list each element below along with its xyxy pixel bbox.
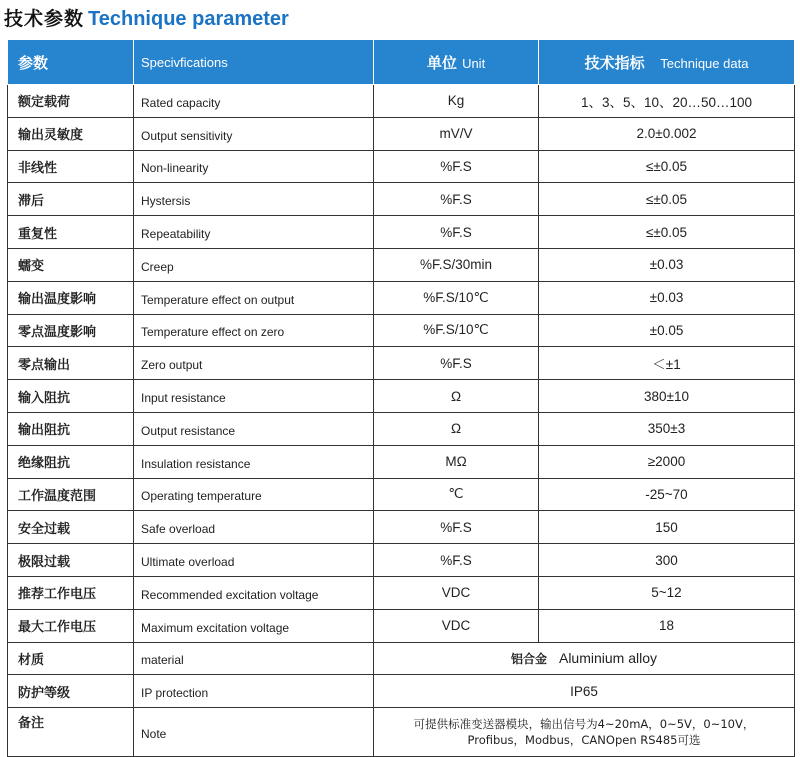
param-name-cn: 备注 [8,708,134,757]
note-line-2: Profibus，Modbus，CANOpen RS485可选 [467,733,701,748]
param-name-cn: 材质 [8,642,134,675]
param-name-cn: 输出温度影响 [8,281,134,314]
table-row [8,347,795,380]
param-name-en: Rated capacity [134,85,374,118]
table-row [8,314,795,347]
param-name-cn: 重复性 [8,216,134,249]
page-title [4,4,289,32]
param-value: ≤±0.05 [539,183,795,216]
param-unit: %F.S [374,216,539,249]
param-name-en: Output resistance [134,412,374,445]
table-row [8,544,795,577]
param-name-en: Ultimate overload [134,544,374,577]
header-unit: 单位 Unit [374,40,539,85]
param-name-en: Recommended excitation voltage [134,576,374,609]
param-value: ±0.03 [539,248,795,281]
table-row [8,445,795,478]
param-unit: Ω [374,412,539,445]
param-value: 380±10 [539,380,795,413]
param-name-cn: 绝缘阻抗 [8,445,134,478]
header-parameter: 参数 [8,40,134,85]
param-name-cn: 输出阻抗 [8,412,134,445]
param-name-en: Input resistance [134,380,374,413]
param-name-en: Safe overload [134,511,374,544]
protection-value: IP65 [374,675,795,708]
param-value: ≤±0.05 [539,150,795,183]
param-unit: %F.S [374,347,539,380]
table-row [8,576,795,609]
param-name-en: Hystersis [134,183,374,216]
param-name-en: Insulation resistance [134,445,374,478]
param-unit: %F.S/30min [374,248,539,281]
param-value: 1、3、5、10、20…50…100 [539,85,795,118]
param-value: ＜±1 [539,347,795,380]
param-name-cn: 安全过载 [8,511,134,544]
table-row [8,85,795,118]
param-name-cn: 零点输出 [8,347,134,380]
param-name-en: Note [134,708,374,757]
param-value: -25~70 [539,478,795,511]
param-name-cn: 防护等级 [8,675,134,708]
param-name-cn: 推荐工作电压 [8,576,134,609]
param-unit: MΩ [374,445,539,478]
param-value: ±0.03 [539,281,795,314]
param-name-cn: 输入阻抗 [8,380,134,413]
table-row [8,183,795,216]
param-unit: ℃ [374,478,539,511]
param-unit: VDC [374,576,539,609]
param-value: 150 [539,511,795,544]
table-row [8,281,795,314]
param-name-en: Repeatability [134,216,374,249]
param-value: ±0.05 [539,314,795,347]
param-name-cn: 滞后 [8,183,134,216]
table-row [8,609,795,642]
table-row [8,478,795,511]
param-name-en: Zero output [134,347,374,380]
table-row [8,150,795,183]
param-value: 2.0±0.002 [539,117,795,150]
param-name-cn: 输出灵敏度 [8,117,134,150]
param-name-en: Creep [134,248,374,281]
param-unit: %F.S [374,511,539,544]
param-name-en: Output sensitivity [134,117,374,150]
param-name-en: Non-linearity [134,150,374,183]
param-name-en: Temperature effect on zero [134,314,374,347]
param-name-cn: 最大工作电压 [8,609,134,642]
note-line-1: 可提供标准变送器模块，输出信号为4~20mA，0~5V，0~10V， [413,717,755,732]
param-value: ≥2000 [539,445,795,478]
title-english: Technique parameter [88,8,289,30]
material-value: 铝合金 Aluminium alloy [374,642,795,675]
param-unit: Ω [374,380,539,413]
param-value: 18 [539,609,795,642]
table-header-row [8,40,795,85]
param-name-cn: 非线性 [8,150,134,183]
param-unit: %F.S [374,150,539,183]
param-unit: VDC [374,609,539,642]
table-row [8,380,795,413]
table-row [8,412,795,445]
param-name-cn: 零点温度影响 [8,314,134,347]
param-name-en: Operating temperature [134,478,374,511]
table-row-material [8,642,795,675]
param-name-cn: 工作温度范围 [8,478,134,511]
title-chinese: 技术参数 [4,8,85,30]
param-unit: %F.S/10℃ [374,281,539,314]
param-unit: %F.S [374,183,539,216]
table-row [8,511,795,544]
spec-table [7,39,795,757]
table-row [8,248,795,281]
table-row [8,216,795,249]
param-value: 300 [539,544,795,577]
param-name-cn: 极限过载 [8,544,134,577]
param-name-cn: 蠕变 [8,248,134,281]
param-value: ≤±0.05 [539,216,795,249]
param-unit: %F.S/10℃ [374,314,539,347]
table-row [8,117,795,150]
param-unit: Kg [374,85,539,118]
param-unit: mV/V [374,117,539,150]
param-name-en: Temperature effect on output [134,281,374,314]
header-specifications: Specivfications [134,40,374,85]
header-technique-data: 技术指标 Technique data [539,40,795,85]
param-name-cn: 额定载荷 [8,85,134,118]
table-row-note [8,708,795,757]
table-row-protection [8,675,795,708]
note-value [374,708,795,757]
param-name-en: material [134,642,374,675]
param-value: 5~12 [539,576,795,609]
param-value: 350±3 [539,412,795,445]
param-unit: %F.S [374,544,539,577]
param-name-en: IP protection [134,675,374,708]
param-name-en: Maximum excitation voltage [134,609,374,642]
